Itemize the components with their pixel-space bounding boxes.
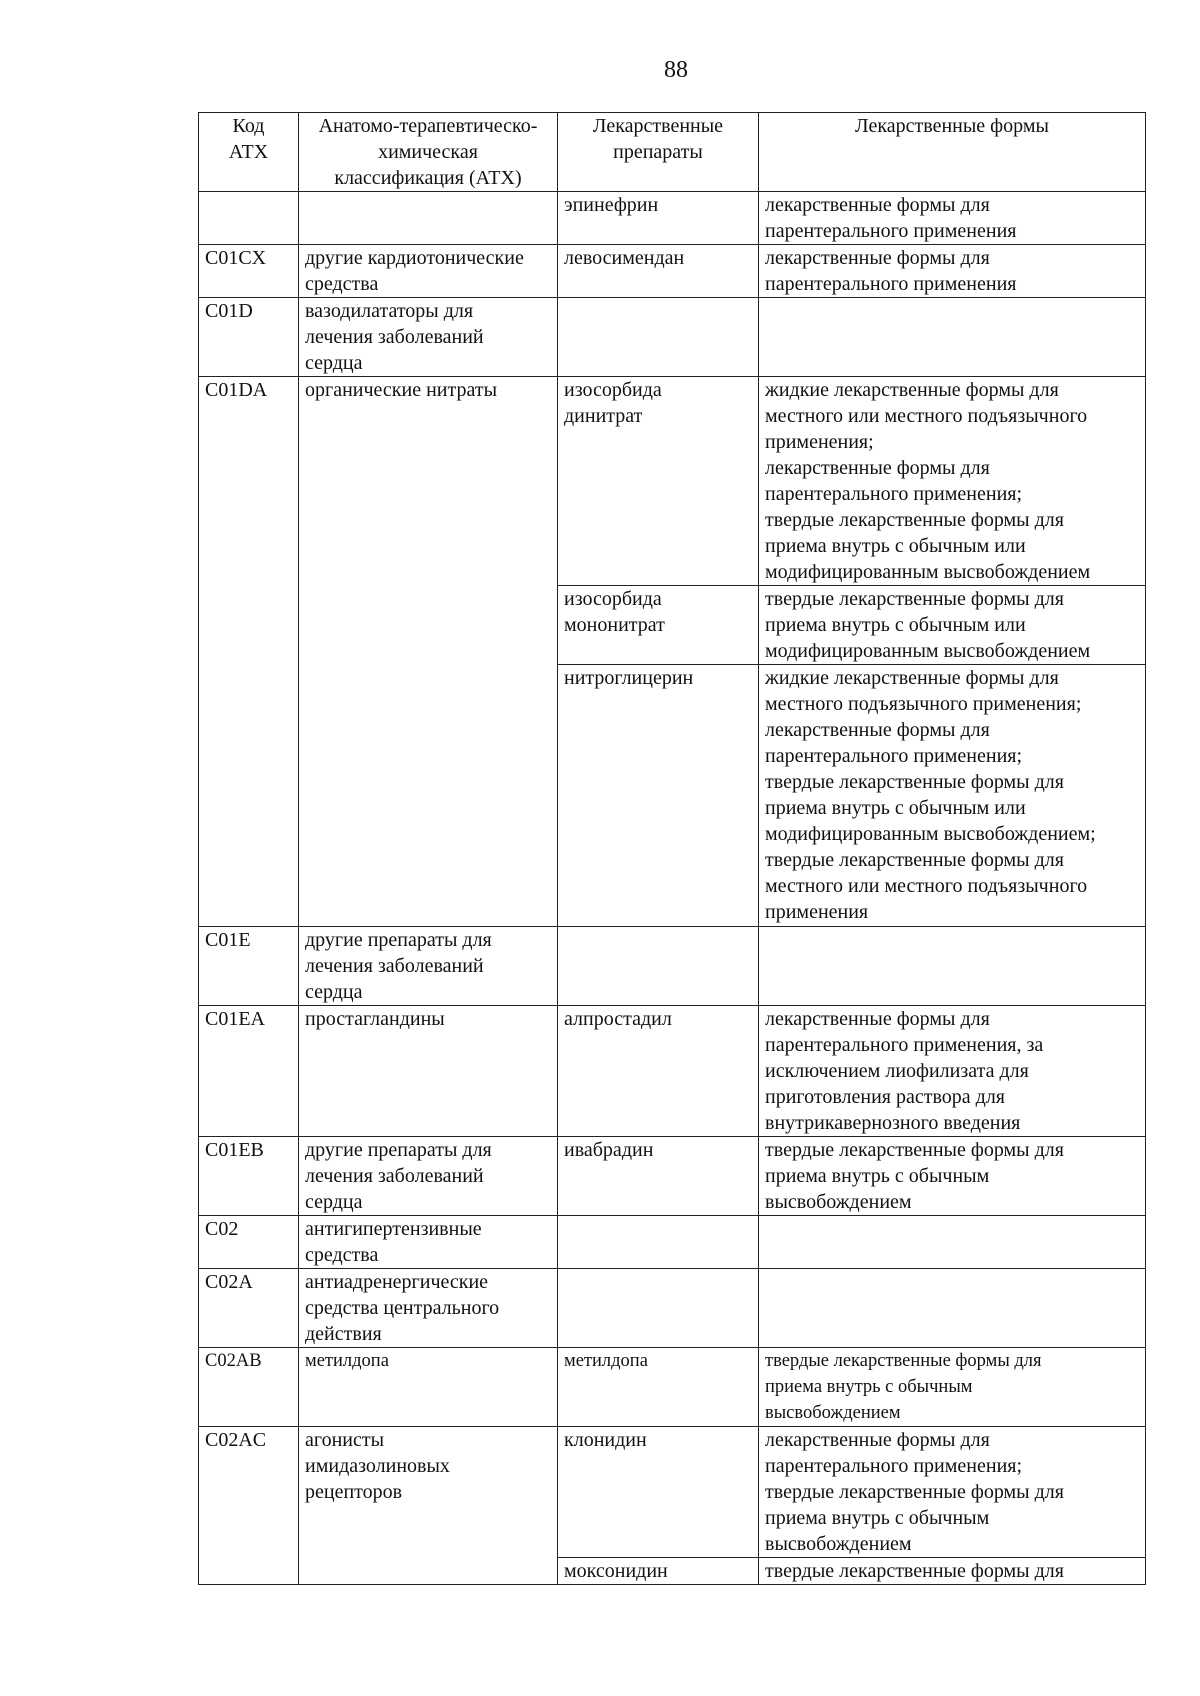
table-row: [199, 245, 1146, 298]
drug-name-cell: [558, 298, 759, 377]
dosage-forms-cell-line: приготовления раствора для: [765, 1086, 1005, 1108]
dosage-forms-cell-line: применения;: [765, 431, 874, 453]
table-row: [199, 192, 1146, 245]
dosage-forms-cell-line: твердые лекарственные формы для: [765, 849, 1064, 871]
table-row: [199, 1137, 1146, 1216]
atc-classification-cell-line: средства: [305, 1244, 379, 1266]
atc-code-cell: C01EA: [199, 1006, 299, 1137]
table-row: [199, 1269, 1146, 1348]
table-row: [199, 1216, 1146, 1269]
dosage-forms-cell-line: применения: [765, 901, 869, 923]
drug-name-cell: [558, 665, 759, 927]
dosage-forms-cell: [759, 1348, 1146, 1427]
dosage-forms-cell-line: высвобождением: [765, 1403, 901, 1423]
atc-classification-cell-line: средства: [305, 273, 379, 295]
atc-code-cell: C02: [199, 1216, 299, 1269]
dosage-forms-cell-line: парентерального применения: [765, 273, 1017, 295]
dosage-forms-cell: [759, 1006, 1146, 1137]
atc-classification-cell-line: другие препараты для: [305, 1139, 492, 1161]
dosage-forms-cell: [759, 377, 1146, 586]
page-number: 88: [664, 57, 688, 83]
atc-classification-cell-line: агонисты: [305, 1429, 385, 1451]
dosage-forms-cell-line: жидкие лекарственные формы для: [765, 379, 1059, 401]
header-code-line: Код: [232, 115, 265, 137]
dosage-forms-cell-line: лекарственные формы для: [765, 247, 990, 269]
atc-classification-cell: [299, 1348, 558, 1427]
atc-classification-cell-line: сердца: [305, 1191, 363, 1213]
atc-code-cell: C02AC: [199, 1427, 299, 1585]
table-row: [199, 1427, 1146, 1558]
dosage-forms-cell-line: твердые лекарственные формы для: [765, 771, 1064, 793]
atc-classification-cell-line: лечения заболеваний: [305, 326, 484, 348]
dosage-forms-cell: [759, 1269, 1146, 1348]
atc-classification-cell: [299, 298, 558, 377]
atc-classification-cell-line: метилдопа: [305, 1351, 389, 1371]
drug-name-cell: [558, 1558, 759, 1585]
atc-classification-cell: [299, 1216, 558, 1269]
drug-name-cell: [558, 1006, 759, 1137]
table-row: [199, 927, 1146, 1006]
atc-code-cell: C01EB: [199, 1137, 299, 1216]
dosage-forms-cell-line: лекарственные формы для: [765, 457, 990, 479]
atc-classification-cell-line: другие препараты для: [305, 929, 492, 951]
header-classification-line: классификация (АТХ): [334, 167, 522, 189]
dosage-forms-cell-line: модифицированным высвобождением;: [765, 823, 1096, 845]
table-header-row: [199, 113, 1146, 192]
atc-code-cell: C01E: [199, 927, 299, 1006]
dosage-forms-cell: [759, 1558, 1146, 1585]
atc-drug-table: [198, 112, 1146, 1585]
dosage-forms-cell-line: лекарственные формы для: [765, 194, 990, 216]
drug-name-cell-line: метилдопа: [564, 1351, 648, 1371]
dosage-forms-cell-line: местного или местного подъязычного: [765, 875, 1088, 897]
dosage-forms-cell-line: местного подъязычного применения;: [765, 693, 1082, 715]
table-row: [199, 1348, 1146, 1427]
header-code: [199, 113, 299, 192]
drug-name-cell-line: изосорбида: [564, 588, 662, 610]
drug-name-cell-line: алпростадил: [564, 1008, 672, 1030]
drug-name-cell: [558, 192, 759, 245]
dosage-forms-cell-line: жидкие лекарственные формы для: [765, 667, 1059, 689]
atc-classification-cell: [299, 1137, 558, 1216]
dosage-forms-cell-line: парентерального применения;: [765, 483, 1023, 505]
header-classification: [299, 113, 558, 192]
dosage-forms-cell-line: приема внутрь с обычным или: [765, 614, 1026, 636]
dosage-forms-cell: [759, 1137, 1146, 1216]
header-forms-line: Лекарственные формы: [855, 115, 1049, 137]
atc-classification-cell-line: антиадренергические: [305, 1271, 489, 1293]
header-classification-line: Анатомо-терапевтическо-: [318, 115, 538, 137]
atc-classification-cell-line: антигипертензивные: [305, 1218, 482, 1240]
atc-classification-cell-line: рецепторов: [305, 1481, 403, 1503]
drug-name-cell: [558, 377, 759, 586]
atc-classification-cell: [299, 1427, 558, 1585]
atc-classification-cell-line: лечения заболеваний: [305, 1165, 484, 1187]
atc-classification-cell-line: имидазолиновых: [305, 1455, 450, 1477]
drug-name-cell: [558, 1137, 759, 1216]
drug-name-cell: [558, 1216, 759, 1269]
atc-code-cell: C01CX: [199, 245, 299, 298]
drug-name-cell-line: мононитрат: [564, 614, 665, 636]
drug-name-cell-line: моксонидин: [564, 1560, 668, 1582]
dosage-forms-cell: [759, 586, 1146, 665]
drug-name-cell-line: нитроглицерин: [564, 667, 694, 689]
table-row: [199, 377, 1146, 586]
dosage-forms-cell-line: твердые лекарственные формы для: [765, 588, 1064, 610]
dosage-forms-cell-line: высвобождением: [765, 1533, 912, 1555]
dosage-forms-cell-line: твердые лекарственные формы для: [765, 509, 1064, 531]
dosage-forms-cell-line: твердые лекарственные формы для: [765, 1351, 1042, 1371]
atc-classification-cell: [299, 927, 558, 1006]
atc-code-cell: C02AB: [199, 1348, 299, 1427]
atc-classification-cell-line: сердца: [305, 981, 363, 1003]
drug-name-cell: [558, 1427, 759, 1558]
header-forms: [759, 113, 1146, 192]
header-classification-line: химическая: [378, 141, 478, 163]
dosage-forms-cell: [759, 1216, 1146, 1269]
drug-name-cell-line: клонидин: [564, 1429, 647, 1451]
dosage-forms-cell-line: парентерального применения;: [765, 1455, 1023, 1477]
dosage-forms-cell-line: исключением лиофилизата для: [765, 1060, 1029, 1082]
dosage-forms-cell-line: модифицированным высвобождением: [765, 640, 1091, 662]
header-drugs-line: Лекарственные: [592, 115, 724, 137]
atc-classification-cell-line: другие кардиотонические: [305, 247, 524, 269]
atc-classification-cell-line: вазодилататоры для: [305, 300, 474, 322]
atc-classification-cell: [299, 377, 558, 927]
dosage-forms-cell-line: приема внутрь с обычным: [765, 1507, 990, 1529]
dosage-forms-cell-line: высвобождением: [765, 1191, 912, 1213]
atc-classification-cell-line: средства центрального: [305, 1297, 500, 1319]
dosage-forms-cell-line: лекарственные формы для: [765, 1429, 990, 1451]
drug-name-cell-line: ивабрадин: [564, 1139, 654, 1161]
atc-code-cell: [199, 192, 299, 245]
dosage-forms-cell-line: твердые лекарственные формы для: [765, 1481, 1064, 1503]
dosage-forms-cell: [759, 298, 1146, 377]
dosage-forms-cell-line: лекарственные формы для: [765, 1008, 990, 1030]
atc-classification-cell-line: органические нитраты: [305, 379, 498, 401]
dosage-forms-cell-line: парентерального применения, за: [765, 1034, 1044, 1056]
dosage-forms-cell: [759, 927, 1146, 1006]
dosage-forms-cell-line: парентерального применения: [765, 220, 1017, 242]
dosage-forms-cell-line: лекарственные формы для: [765, 719, 990, 741]
dosage-forms-cell-line: приема внутрь с обычным или: [765, 797, 1026, 819]
drug-name-cell: [558, 1269, 759, 1348]
table-row: [199, 1006, 1146, 1137]
dosage-forms-cell: [759, 192, 1146, 245]
atc-classification-cell-line: лечения заболеваний: [305, 955, 484, 977]
atc-classification-cell: [299, 245, 558, 298]
dosage-forms-cell-line: местного или местного подъязычного: [765, 405, 1088, 427]
drug-name-cell: [558, 927, 759, 1006]
atc-code-cell: C01DA: [199, 377, 299, 927]
dosage-forms-cell-line: модифицированным высвобождением: [765, 561, 1091, 583]
dosage-forms-cell: [759, 1427, 1146, 1558]
atc-classification-cell: [299, 1269, 558, 1348]
dosage-forms-cell-line: твердые лекарственные формы для: [765, 1139, 1064, 1161]
atc-classification-cell-line: простагландины: [305, 1008, 445, 1030]
atc-classification-cell-line: действия: [305, 1323, 382, 1345]
atc-code-cell: C02A: [199, 1269, 299, 1348]
dosage-forms-cell: [759, 665, 1146, 927]
dosage-forms-cell-line: твердые лекарственные формы для: [765, 1560, 1064, 1582]
header-code-line: АТХ: [228, 141, 269, 163]
header-drugs-line: препараты: [613, 141, 703, 163]
drug-name-cell: [558, 245, 759, 298]
dosage-forms-cell-line: внутрикавернозного введения: [765, 1112, 1021, 1134]
atc-classification-cell-line: сердца: [305, 352, 363, 374]
dosage-forms-cell-line: приема внутрь с обычным: [765, 1165, 990, 1187]
atc-classification-cell: [299, 192, 558, 245]
drug-name-cell: [558, 1348, 759, 1427]
dosage-forms-cell-line: парентерального применения;: [765, 745, 1023, 767]
dosage-forms-cell-line: приема внутрь с обычным или: [765, 535, 1026, 557]
drug-name-cell: [558, 586, 759, 665]
drug-name-cell-line: эпинефрин: [564, 194, 659, 216]
drug-name-cell-line: левосимендан: [564, 247, 685, 269]
atc-classification-cell: [299, 1006, 558, 1137]
drug-name-cell-line: изосорбида: [564, 379, 662, 401]
drug-name-cell-line: динитрат: [564, 405, 643, 427]
table-row: [199, 298, 1146, 377]
dosage-forms-cell: [759, 245, 1146, 298]
header-drugs: [558, 113, 759, 192]
atc-code-cell: C01D: [199, 298, 299, 377]
dosage-forms-cell-line: приема внутрь с обычным: [765, 1377, 973, 1397]
